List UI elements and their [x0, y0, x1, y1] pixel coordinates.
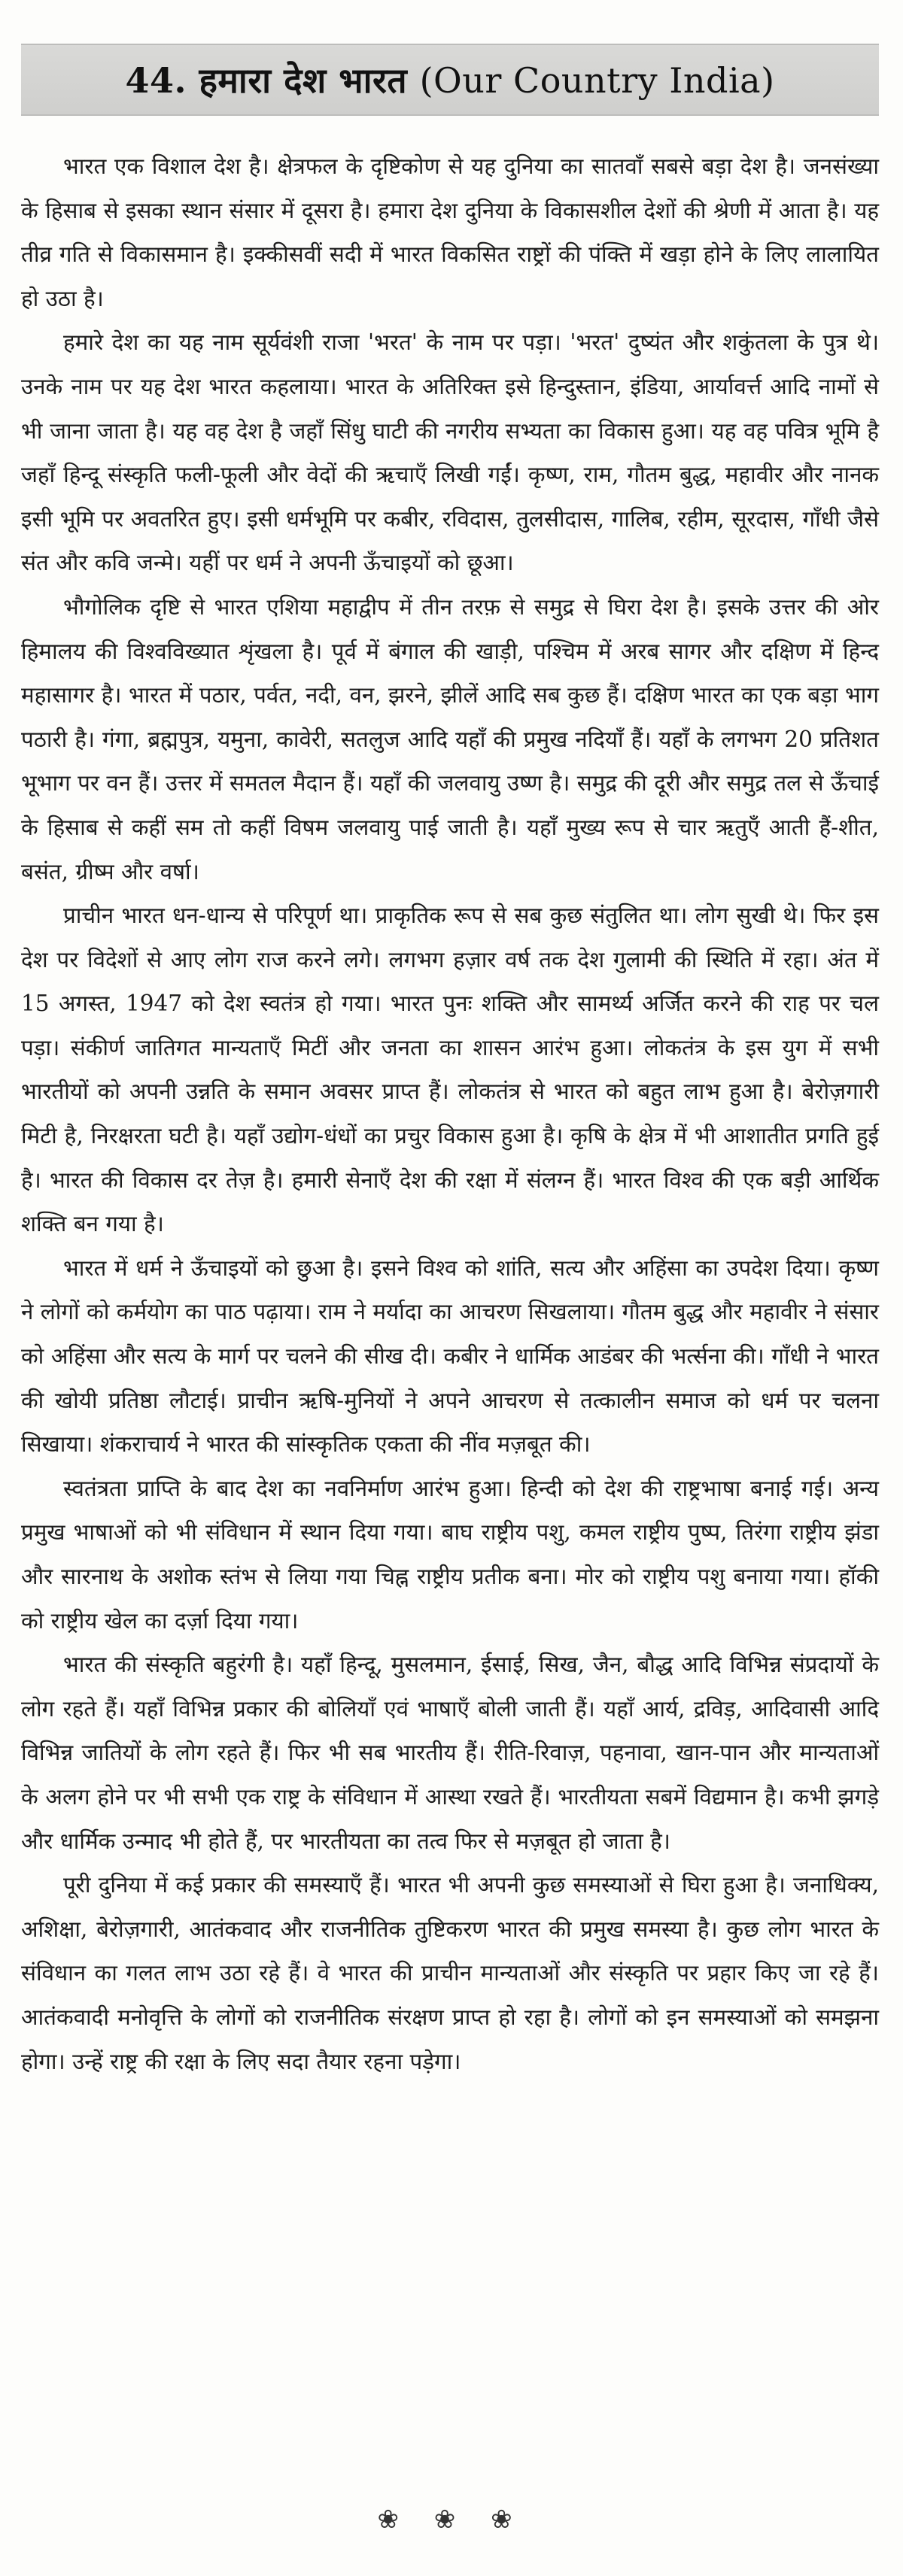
flower-ornament-icon: ❀	[377, 2505, 412, 2535]
title-banner	[21, 44, 879, 116]
essay-title-hindi: हमारा देश भारत	[199, 60, 408, 101]
essay-body	[21, 144, 879, 2083]
paragraph-5: भारत में धर्म ने ऊँचाइयों को छुआ है। इसने विश्व को शांति, सत्य और अहिंसा का उपदेश दिया। कृष्ण ने लोगों को कर्मयोग का पाठ पढ़ाया। राम ने मर्यादा का आचरण सिखलाया। गौतम बुद्ध और महावीर ने संसार को अहिंसा और सत्य के मार्ग पर चलने की सीख दी। कबीर ने धार्मिक आडंबर की भर्त्सना की। गाँधी ने भारत की खोयी प्रतिष्ठा लौटाई। प्राचीन ऋषि-मुनियों ने अपने आचरण से तत्कालीन समाज को धर्म पर चलना सिखाया। शंकराचार्य ने भारत की सांस्कृतिक एकता की नींव मज़बूत की।	[21, 1255, 879, 1458]
paragraph-8: पूरी दुनिया में कई प्रकार की समस्याएँ हैं। भारत भी अपनी कुछ समस्याओं से घिरा हुआ है। जनाधिक्य, अशिक्षा, बेरोज़गारी, आतंकवाद और राजनीतिक तुष्टिकरण भारत की प्रमुख समस्या है। कुछ लोग भारत के संविधान का गलत लाभ उठा रहे हैं। वे भारत की प्राचीन मान्यताओं और संस्कृति पर प्रहार किए जा रहे हैं। आतंकवादी मनोवृत्ति के लोगों को राजनीतिक संरक्षण प्राप्त हो रहा है। लोगों को इन समस्याओं को समझना होगा। उन्हें राष्ट्र की रक्षा के लिए सदा तैयार रहना पड़ेगा।	[21, 1872, 879, 2074]
essay-number: 44.	[125, 60, 187, 101]
flower-ornament-icon: ❀	[433, 2505, 470, 2535]
flower-ornament-icon: ❀	[491, 2505, 526, 2535]
paragraph-3: भौगोलिक दृष्टि से भारत एशिया महाद्वीप में तीन तरफ़ से समुद्र से घिरा देश है। इसके उत्तर की ओर हिमालय की विश्वविख्यात शृंखला है। पूर्व में बंगाल की खाड़ी, पश्चिम में अरब सागर और दक्षिण में हिन्द महासागर है। भारत में पठार, पर्वत, नदी, वन, झरने, झीलें आदि सब कुछ हैं। दक्षिण भारत का एक बड़ा भाग पठारी है। गंगा, ब्रह्मपुत्र, यमुना, कावेरी, सतलुज आदि यहाँ की प्रमुख नदियाँ हैं। यहाँ के लगभग 20 प्रतिशत भूभाग पर वन हैं। उत्तर में समतल मैदान हैं। यहाँ की जलवायु उष्ण है। समुद्र की दूरी और समुद्र तल से ऊँचाई के हिसाब से कहीं सम तो कहीं विषम जलवायु पाई जाती है। यहाँ मुख्य रूप से चार ऋतुएँ आती हैं-शीत, बसंत, ग्रीष्म और वर्षा।	[21, 593, 879, 884]
end-ornament	[0, 2505, 903, 2535]
paragraph-1: भारत एक विशाल देश है। क्षेत्रफल के दृष्टिकोण से यह दुनिया का सातवाँ सबसे बड़ा देश है। जनसंख्या के हिसाब से इसका स्थान संसार में दूसरा है। हमारा देश दुनिया के विकासशील देशों की श्रेणी में आता है। यह तीव्र गति से विकासमान है। इक्कीसवीं सदी में भारत विकसित राष्ट्रों की पंक्ति में खड़ा होने के लिए लालायित हो उठा है।	[21, 153, 879, 311]
paragraph-2: हमारे देश का यह नाम सूर्यवंशी राजा 'भरत' के नाम पर पड़ा। 'भरत' दुष्यंत और शकुंतला के पुत्र थे। उनके नाम पर यह देश भारत कहलाया। भारत के अतिरिक्त इसे हिन्दुस्तान, इंडिया, आर्यावर्त्त आदि नामों से भी जाना जाता है। यह वह देश है जहाँ सिंधु घाटी की नगरीय सभ्यता का विकास हुआ। यह वह पवित्र भूमि है जहाँ हिन्दू संस्कृति फली-फूली और वेदों की ऋचाएँ लिखी गईं। कृष्ण, राम, गौतम बुद्ध, महावीर और नानक इसी भूमि पर अवतरित हुए। इसी धर्मभूमि पर कबीर, रविदास, तुलसीदास, गालिब, रहीम, सूरदास, गाँधी जैसे संत और कवि जन्मे। यहीं पर धर्म ने अपनी ऊँचाइयों को छूआ।	[21, 329, 879, 576]
paragraph-6: स्वतंत्रता प्राप्ति के बाद देश का नवनिर्माण आरंभ हुआ। हिन्दी को देश की राष्ट्रभाषा बनाई गई। अन्य प्रमुख भाषाओं को भी संविधान में स्थान दिया गया। बाघ राष्ट्रीय पशु, कमल राष्ट्रीय पुष्प, तिरंगा राष्ट्रीय झंडा और सारनाथ के अशोक स्तंभ से लिया गया चिह्न राष्ट्रीय प्रतीक बना। मोर को राष्ट्रीय पशु बनाया गया। हॉकी को राष्ट्रीय खेल का दर्ज़ा दिया गया।	[21, 1475, 879, 1634]
paragraph-4: प्राचीन भारत धन-धान्य से परिपूर्ण था। प्राकृतिक रूप से सब कुछ संतुलित था। लोग सुखी थे। फिर इस देश पर विदेशों से आए लोग राज करने लगे। लगभग हज़ार वर्ष तक देश गुलामी की स्थिति में रहा। अंत में 15 अगस्त, 1947 को देश स्वतंत्र हो गया। भारत पुनः शक्ति और सामर्थ्य अर्जित करने की राह पर चल पड़ा। संकीर्ण जातिगत मान्यताएँ मिटीं और जनता का शासन आरंभ हुआ। लोकतंत्र के इस युग में सभी भारतीयों को अपनी उन्नति के समान अवसर प्राप्त हैं। लोकतंत्र से भारत को बहुत लाभ हुआ है। बेरोज़गारी मिटी है, निरक्षरता घटी है। यहाँ उद्योग-धंधों का प्रचुर विकास हुआ है। कृषि के क्षेत्र में भी आशातीत प्रगति हुई है। भारत की विकास दर तेज़ है। हमारी सेनाएँ देश की रक्षा में संलग्न हैं। भारत विश्व की एक बड़ी आर्थिक शक्ति बन गया है।	[21, 903, 879, 1237]
essay-title	[125, 56, 774, 103]
essay-title-english: (Our Country India)	[419, 60, 775, 101]
paragraph-7: भारत की संस्कृति बहुरंगी है। यहाँ हिन्दू, मुसलमान, ईसाई, सिख, जैन, बौद्ध आदि विभिन्न संप्रदायों के लोग रहते हैं। यहाँ विभिन्न प्रकार की बोलियाँ एवं भाषाएँ बोली जाती हैं। यहाँ आर्य, द्रविड़, आदिवासी आदि विभिन्न जातियों के लोग रहते हैं। फिर भी सब भारतीय हैं। रीति-रिवाज़, पहनावा, खान-पान और मान्यताओं के अलग होने पर भी सभी एक राष्ट्र के संविधान में आस्था रखते हैं। भारतीयता सबमें विद्यमान है। कभी झगड़े और धार्मिक उन्माद भी होते हैं, पर भारतीयता का तत्व फिर से मज़बूत हो जाता है।	[21, 1652, 879, 1854]
